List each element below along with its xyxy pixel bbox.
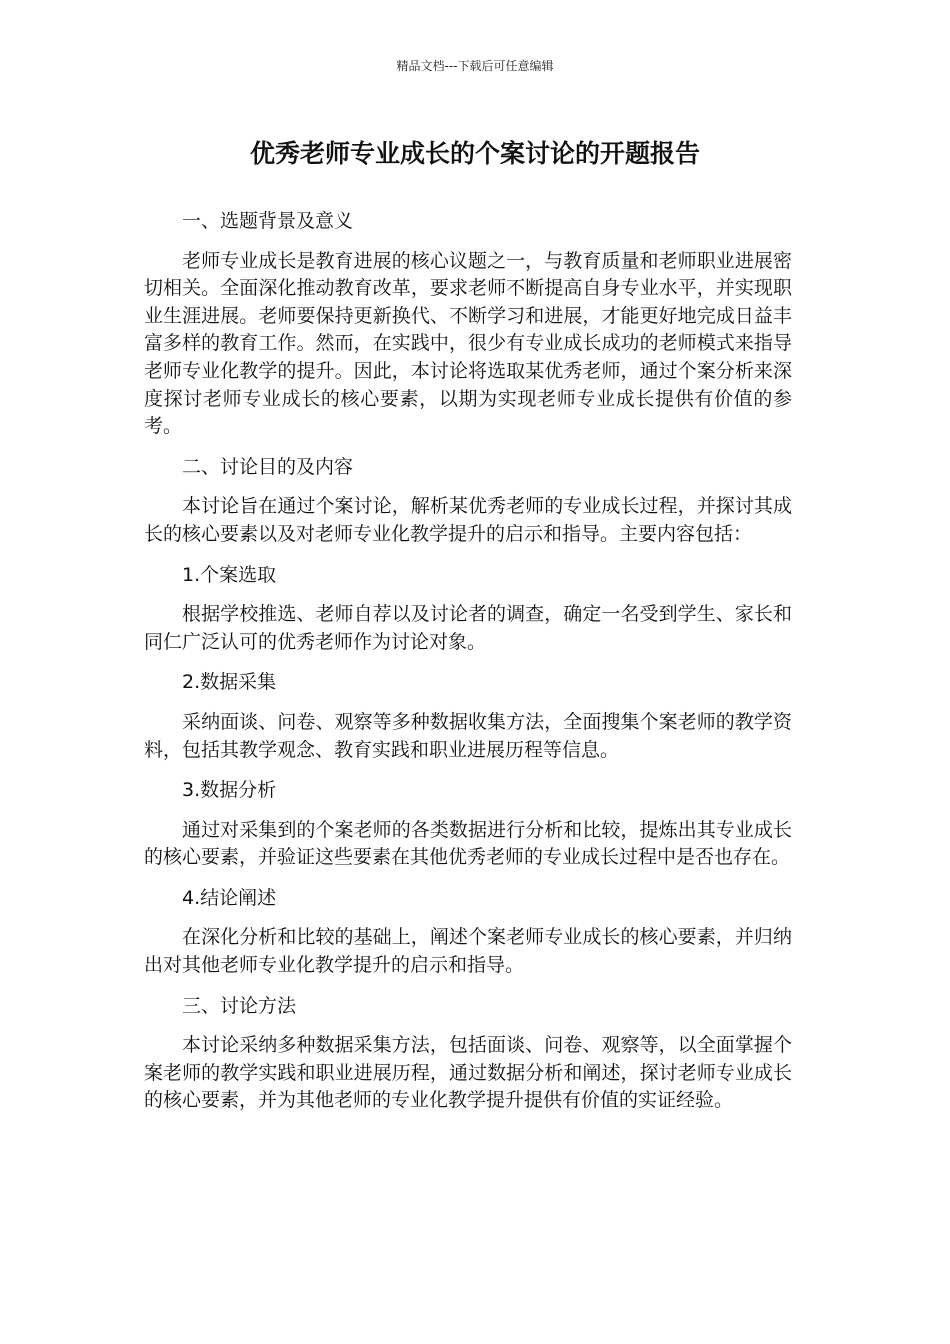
paragraph-purpose: 本讨论旨在通过个案讨论，解析某优秀老师的专业成长过程，并探讨其成长的核心要素以及对老师专业化教学提升的启示和指导。主要内容包括：: [144, 495, 792, 545]
item-heading-conclusion: 4.结论阐述: [182, 886, 277, 909]
item-heading-data-collection: 2.数据采集: [182, 671, 277, 694]
paragraph-case-selection: 根据学校推选、老师自荐以及讨论者的调查，确定一名受到学生、家长和同仁广泛认可的优秀老师作为讨论对象。: [144, 603, 792, 653]
item-heading-data-analysis: 3.数据分析: [182, 779, 277, 802]
section-heading-background: 一、选题背景及意义: [182, 210, 354, 232]
document-body: [144, 208, 792, 1128]
section-heading-methods: 三、讨论方法: [182, 994, 297, 1017]
paragraph-data-analysis: 通过对采集到的个案老师的各类数据进行分析和比较，提炼出其专业成长的核心要素，并验证这些要素在其他优秀老师的专业成长过程中是否也存在。: [144, 818, 792, 869]
document-title: 优秀老师专业成长的个案讨论的开题报告: [249, 139, 700, 168]
paragraph-data-collection: 采纳面谈、问卷、观察等多种数据收集方法，全面搜集个案老师的教学资料，包括其教学观念、教育实践和职业进展历程等信息。: [144, 710, 792, 761]
header-note: 精品文档---下载后可任意编辑: [396, 59, 554, 73]
paragraph-conclusion: 在深化分析和比较的基础上，阐述个案老师专业成长的核心要素，并归纳出对其他老师专业化教学提升的启示和指导。: [144, 926, 792, 977]
paragraph-methods: 本讨论采纳多种数据采集方法，包括面谈、问卷、观察等，以全面掌握个案老师的教学实践和职业进展历程，通过数据分析和阐述，探讨老师专业成长的核心要素，并为其他老师的专业化教学提升提供有价值的实证经验。: [144, 1034, 792, 1112]
section-heading-purpose: 二、讨论目的及内容: [182, 455, 354, 478]
paragraph-background: 老师专业成长是教育进展的核心议题之一，与教育质量和老师职业进展密切相关。全面深化推动教育改革，要求老师不断提高自身专业水平，并实现职业生涯进展。老师要保持更新换代、不断学习和进展，才能更好地完成日益丰富多样的教育工作。然而，在实践中，很少有专业成长成功的老师模式来指导老师专业化教学的提升。因此，本讨论将选取某优秀老师，通过个案分析来深度探讨老师专业成长的核心要素，以期为实现老师专业成长提供有价值的参考。: [144, 249, 792, 438]
item-heading-case-selection: 1.个案选取: [182, 563, 277, 586]
